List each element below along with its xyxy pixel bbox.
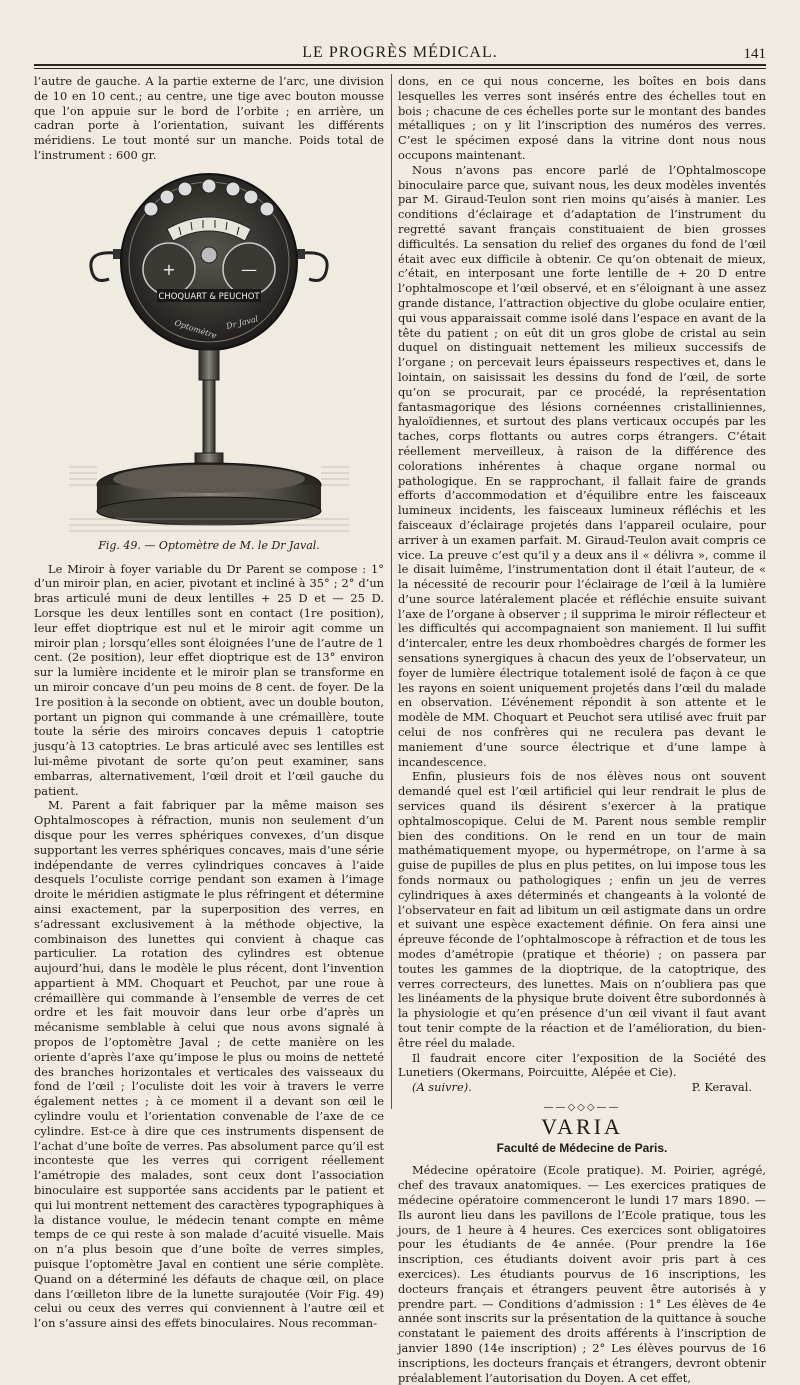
to-be-continued: (A suivre). [412,1080,472,1095]
paragraph: dons, en ce qui nous concerne, les boîtes en bois dans lesquelles les verres sont insérés entre des échelles tout en bois ; chacune de ces échelles porte sur le montant des bandes métalliques ; on y lit l’inscription des numéros des verres. C’est le spécimen exposé dans la vitrine dont nous nous occupons maintenant. [398,74,766,162]
page-number: 141 [743,46,766,62]
subsection-heading: Faculté de Médecine de Paris. [496,1140,668,1155]
paragraph: M. Parent a fait fabriquer par la même maison ses Ophtalmoscopes à réfraction, munis non seulement d’un disque pour les verres sphériques convexes, d’un disque supportant les verres sphériques concaves, mais d’une série indépendante de verres cylindriques concaves à l’aide desquels l’oculiste corrige pendant son examen à l’image droite le méridien astigmate le plus réfringent et détermine ainsi exactement, par la superposition des verres, en s’adressant exclusivement à la méthode objective, la combinaison des lunettes qui convient à chaque cas particulier. La rotation des cylindres est obtenue aujourd’hui, dans le modèle le plus récent, dont l’invention appartient à MM. Choquart et Peuchot, par une roue à crémaillère qui commande à l’ensemble de verres de cet ordre et les fait mouvoir dans leur orbe d’après un mécanisme semblable à celui que nous avons signalé à propos de l’optomètre Javal ; de cette manière on les oriente d’après l’axe qu’impose le plus ou moins de netteté des branches horizontales et verticales des vaisseaux du fond de l’œil ; l’oculiste doit les voir à travers le verre également nettes ; à ce moment il a devant son œil le cylindre voulu et l’orientation convenable de l’axe de ce cylindre. Est-ce à dire que ces instruments dispensent de l’achat d’une boîte de verres. Pas absolument parce qu’il est inconteste que les verres qui corrigent réellement l’amétropie des malades, sont ceux dont l’association binoculaire est supportée sans accidents par le patient et qui lui montrent nettement des caractères typographiques à la distance voulue, le médecin tenant compte en même temps de ce qui reste à son malade d’acuité visuelle. Mais on n’a plus besoin que d’une boîte de verres simples, puisque l’optomètre Javal en contient une série complète. Quand on a déterminé les défauts de chaque œil, on place dans l’œilleton libre de la lunette surajoutée (Voir Fig. 49) celui ou ceux des verres qui conviennent à l’autre œil et l’on s’assure ainsi des effets binoculaires. Nous recomman- [34,798,384,1331]
svg-text:—: — [241,259,257,279]
author-name: P. Keraval. [691,1080,752,1095]
header-rule-thin [34,68,766,69]
journal-title: LE PROGRÈS MÉDICAL. [302,44,498,61]
section-heading: VARIA [541,1113,623,1139]
column-divider [391,74,392,1109]
paragraph: Nous n’avons pas encore parlé de l’Ophtalmoscope binoculaire parce que, suivant nous, les deux modèles inventés par M. Giraud-Teulon sont rien moins qu’aisés à manier. Les conditions d’éclairage et d’adaptation de l’instrument du regretté savant français constituaient de bien grosses difficultés. La sensation du relief des organes du fond de l’œil était avec eux difficile à obtenir. Ce qu’on obtenait de mieux, c’était, en interposant une forte lentille de + 20 D entre l’ophtalmoscope et l’œil observé, et en s’éloignant à une assez grande distance, l’attraction objective du globe oculaire entier, qui vous apparaissait comme isolé dans l’espace en avant de la tête du patient ; on eût dit un gros globe de cristal au sein duquel on distinguait nettement les milieux successifs de l’organe ; on percevait leurs épaisseurs respectives et, dans le lointain, on saisissait les dessins du fond de l’œil, de sorte qu’on se procurait, par ce procédé, la représentation fantasmagorique des lésions cornéennes cristalliniennes, hyaloïdiennes, et surtout des plans verticaux occupés par les taches, corps flottants ou autres corps étrangers. C’était réellement merveilleux, à raison de la différence des colorations inhérentes à chaque organe normal ou pathologique. En se rapprochant, il fallait faire de grands efforts d’accommodation et d’équilibre entre les faisceaux lumineux incidents, les faisceaux lumineux réfléchis et les faisceaux d’éclairage projetés dans l’appareil oculaire, pour arriver à un examen parfait. M. Giraud-Teulon avait compris ce vice. La preuve c’est qu’il y a deux ans il « délivra », comme il le disait luimême, l’instrumentation dont il était l’auteur, de « la nécessité de recourir pour l’éclairage de l’œil à la lumière d’une source latéralement placée et réfléchie ensuite suivant l’axe de l’organe à observer ; il supprima le miroir réflecteur et les difficultés qui accompagnaient son maniement. Il lui suffit d’intercaler, entre les deux rhomboèdres chargés de former les sensations synergiques à chacun des yeux de l’observateur, un foyer de lumière électrique totalement isolé de façon à ce que les rayons en soient uniquement projetés dans l’œil du malade en observation. L’événement répondit à son attente et le modèle de MM. Choquart et Peuchot sera utilisé avec fruit par celui de nos confrères qui ne reculera pas devant le maniement d’une source électrique et d’une lampe à incandescence. [398,162,766,769]
maker-label: CHOQUART & PEUCHOT [158,291,260,302]
paragraph: Enfin, plusieurs fois de nos élèves nous ont souvent demandé quel est l’œil artificiel qui leur rendrait le plus de services quand ils désirent s’exercer à la pratique ophtalmoscopique. Celui de M. Parent nous semble remplir bien des conditions. On le rend en un tour de main mathématiquement myope, ou hypermétrope, on l’arme à sa guise de pupilles de plus en plus petites, on lui impose tous les fonds normaux ou pathologiques ; enfin un jeu de verres cylindriques à axes déterminés et changeants à la volonté de l’observateur en fait ad libitum un œil astigmate dans un ordre et suivant une espèce exactement définie. On fera ainsi une épreuve féconde de l’ophtalmoscope à réfraction et de tous les modes d’amétropie (pratique et théorie) ; on passera par toutes les gammes de la dioptrique, de la catoptrique, des verres correcteurs, des lunettes. Mais on n’oubliera pas que les linéaments de la physique brute doivent être subordonnés à la physiologie et qu’en présence d’un œil vivant il faut avant tout tenir compte de la réaction et de l’amélioration, du bien-être réel du malade. [398,769,766,1050]
right-column [398,74,766,1385]
svg-text:+: + [162,259,176,279]
inventor-label: Dr Javal [225,314,260,331]
paragraph: Médecine opératoire (Ecole pratique). M. Poirier, agrégé, chef des travaux anatomiques. — Les exercices pratiques de médecine opératoire commenceront le lundi 17 mars 1890. — Ils auront lieu dans les pavillons de l’Ecole pratique, tous les jours, de 1 heure à 4 heures. Ces exercices sont obligatoires pour les étudiants de 4e année. (Pour prendre la 16e inscription, ces étudiants doivent avoir pris part à ces exercices). Les étudiants pourvus de 16 inscriptions, les docteurs français et étrangers peuvent être autorisés à y prendre part. — Conditions d’admission : 1° Les élèves de 4e année sont inscrits sur la présentation de la quittance à souche constatant le paiement des droits afférents à l’inscription de janvier 1890 (14e inscription) ; 2° Les élèves pourvus de 16 inscriptions, les docteurs français et étrangers, devront obtenir préalablement l’autorisation du Doyen. A cet effet, [398,1163,766,1385]
left-column [34,74,384,1331]
paragraph: l’autre de gauche. A la partie externe de l’arc, une division de 10 en 10 cent.; au centre, une tige avec bouton mousse que l’on appuie sur le bord de l’orbite ; en arrière, un cadran porte à l’orientation, suivant les différents méridiens. Le tout monté sur un manche. Poids total de l’instrument : 600 gr. [34,74,384,162]
optometer-illustration [69,167,349,537]
header-rule [34,64,766,66]
divider-ornament: ——◇◇◇—— [543,1101,621,1113]
optometer-figure [34,167,384,537]
figure-caption: Fig. 49. — Optomètre de M. le Dr Javal. [98,538,320,552]
paragraph: Le Miroir à foyer variable du Dr Parent se compose : 1° d’un miroir plan, en acier, pivotant et incliné à 35° ; 2° d’un bras articulé muni de deux lentilles + 25 D et — 25 D. Lorsque les deux lentilles sont en contact (1re position), leur effet dioptrique est nul et le miroir agit comme un miroir plan ; lorsqu’elles sont éloignées l’une de l’autre de 1 cent. (2e position), leur effet dioptrique est de 13° environ sur la lumière incidente et le miroir plan se transforme en un miroir concave d’un peu moins de 8 cent. de foyer. De la 1re position à la seconde on obtient, avec un double bouton, portant un pignon qui commande à une crémaillère, toute toute la série des miroirs concaves depuis 1 catoptrie jusqu’à 13 catoptries. Le bras articulé avec ses lentilles est lui-même pivotant de sorte qu’on peut examiner, sans embarras, alternativement, l’œil droit et l’œil gauche du patient. [34,561,384,798]
paragraph: Il faudrait encore citer l’exposition de la Société des Lunetiers (Okermans, Poircuitte, Alépée et Cie). [398,1050,766,1080]
article-signature [398,1080,766,1095]
instrument-label: Optomètre [173,318,218,341]
